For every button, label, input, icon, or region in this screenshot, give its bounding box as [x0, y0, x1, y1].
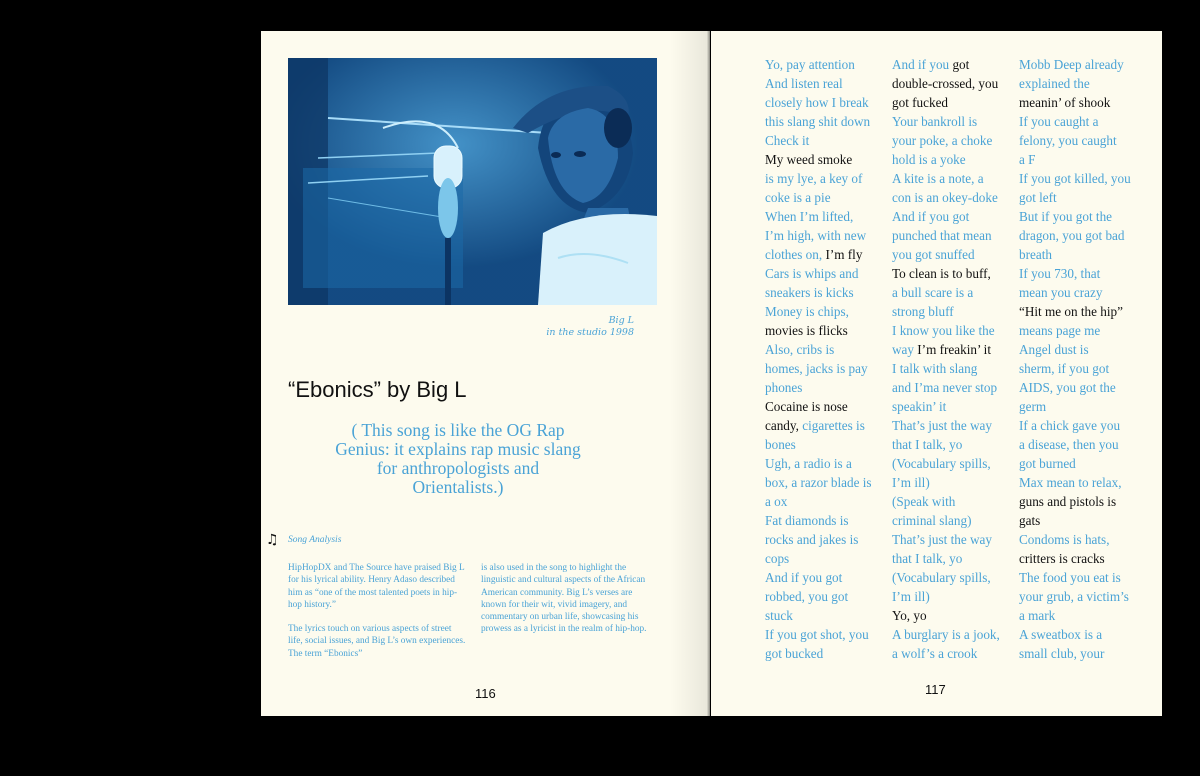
- lyric-line: [1019, 549, 1141, 568]
- lyric-segment: germ: [1019, 399, 1047, 414]
- lyric-segment: (Vocabulary spills,: [892, 456, 991, 471]
- lyric-segment: phones: [765, 380, 803, 395]
- lyric-line: [892, 359, 1014, 378]
- lyric-line: [892, 321, 1014, 340]
- lyric-segment: I’m fly: [825, 247, 863, 262]
- lyric-segment: your poke, a choke: [892, 133, 993, 148]
- lyric-segment: gats: [1019, 513, 1041, 528]
- lyric-line: [892, 568, 1014, 587]
- lyric-line: [1019, 226, 1141, 245]
- lyric-line: [1019, 207, 1141, 226]
- article-subtitle: ( This song is like the OG Rap Genius: it explains rap music slang for anthropologists and Orientalists.): [335, 420, 581, 497]
- lyric-segment: hold is a yoke: [892, 152, 966, 167]
- lyric-segment: a ox: [765, 494, 788, 509]
- lyric-segment: A sweatbox is a: [1019, 627, 1103, 642]
- gutter-shadow-left: [670, 31, 707, 716]
- lyric-line: [892, 340, 1014, 359]
- lyric-segment: “Hit me on the hip”: [1019, 304, 1124, 319]
- lyric-segment: cigarettes is: [802, 418, 865, 433]
- lyric-line: [765, 226, 887, 245]
- lyric-line: [892, 473, 1014, 492]
- lyric-line: [765, 245, 887, 264]
- lyric-line: [1019, 511, 1141, 530]
- lyric-line: [892, 378, 1014, 397]
- lyric-segment: stuck: [765, 608, 793, 623]
- lyric-line: [765, 397, 887, 416]
- lyric-line: [765, 74, 887, 93]
- lyric-segment: Ugh, a radio is a: [765, 456, 852, 471]
- lyric-line: [765, 549, 887, 568]
- lyric-line: [892, 454, 1014, 473]
- lyric-line: [765, 644, 887, 663]
- lyric-segment: double-crossed, you: [892, 76, 999, 91]
- lyric-line: [765, 606, 887, 625]
- lyric-segment: If you caught a: [1019, 114, 1099, 129]
- lyric-segment: Max mean to relax,: [1019, 475, 1122, 490]
- lyric-segment: Yo, yo: [892, 608, 927, 623]
- article-title: “Ebonics” by Big L: [288, 377, 467, 402]
- lyric-line: [765, 587, 887, 606]
- lyric-segment: strong bluff: [892, 304, 954, 319]
- lyric-line: [1019, 568, 1141, 587]
- lyric-line: [1019, 340, 1141, 359]
- lyric-segment: Money is chips,: [765, 304, 849, 319]
- lyric-segment: is my lye, a key of: [765, 171, 863, 186]
- lyric-segment: clothes on,: [765, 247, 826, 262]
- lyric-line: [1019, 150, 1141, 169]
- lyric-segment: A burglary is a jook,: [892, 627, 1000, 642]
- left-page: [261, 31, 710, 716]
- lyrics-column-3: [1019, 55, 1141, 663]
- right-page: [711, 31, 1162, 716]
- lyric-segment: I’m ill): [892, 475, 930, 490]
- lyric-line: [1019, 93, 1141, 112]
- lyric-segment: that I talk, yo: [892, 437, 963, 452]
- lyric-segment: And if you: [892, 57, 953, 72]
- lyric-line: [892, 283, 1014, 302]
- lyric-segment: way: [892, 342, 918, 357]
- lyric-segment: And if you got: [892, 209, 970, 224]
- lyric-segment: And if you got: [765, 570, 843, 585]
- lyric-line: [1019, 283, 1141, 302]
- lyric-line: [892, 74, 1014, 93]
- lyric-segment: sneakers is kicks: [765, 285, 854, 300]
- lyric-segment: sherm, if you got: [1019, 361, 1110, 376]
- lyric-segment: Your bankroll is: [892, 114, 978, 129]
- caption-line-1: Big L: [608, 315, 634, 326]
- lyric-line: [892, 416, 1014, 435]
- lyric-segment: If you got killed, you: [1019, 171, 1131, 186]
- lyric-line: [892, 169, 1014, 188]
- lyric-segment: robbed, you got: [765, 589, 849, 604]
- lyric-line: [1019, 302, 1141, 321]
- studio-photo-image: [288, 58, 657, 305]
- lyric-line: [765, 530, 887, 549]
- lyric-line: [1019, 435, 1141, 454]
- lyric-line: [892, 587, 1014, 606]
- lyric-segment: I know you like the: [892, 323, 995, 338]
- lyric-segment: closely how I break: [765, 95, 869, 110]
- lyric-line: [1019, 416, 1141, 435]
- lyric-segment: Cars is whips and: [765, 266, 859, 281]
- lyric-segment: When I’m lifted,: [765, 209, 854, 224]
- lyric-line: [765, 169, 887, 188]
- lyric-line: [1019, 378, 1141, 397]
- lyric-line: [892, 112, 1014, 131]
- lyric-line: [1019, 625, 1141, 644]
- lyrics-column-1: [765, 55, 887, 663]
- lyric-line: [765, 321, 887, 340]
- lyric-line: [765, 359, 887, 378]
- lyric-segment: a bull scare is a: [892, 285, 974, 300]
- lyric-line: [892, 625, 1014, 644]
- lyric-line: [892, 397, 1014, 416]
- lyric-line: [1019, 112, 1141, 131]
- lyric-line: [892, 188, 1014, 207]
- lyric-segment: got bucked: [765, 646, 824, 661]
- lyric-segment: you got snuffed: [892, 247, 975, 262]
- lyric-segment: coke is a pie: [765, 190, 831, 205]
- lyric-line: [765, 454, 887, 473]
- lyric-segment: a mark: [1019, 608, 1056, 623]
- lyric-segment: I’m high, with new: [765, 228, 867, 243]
- lyric-segment: That’s just the way: [892, 418, 992, 433]
- lyric-segment: box, a razor blade is: [765, 475, 872, 490]
- lyric-line: [892, 302, 1014, 321]
- lyric-segment: bones: [765, 437, 796, 452]
- analysis-paragraph: The lyrics touch on various aspects of street life, social issues, and Big L’s own experiences. The term “Ebonics”: [288, 624, 466, 659]
- lyric-line: [892, 606, 1014, 625]
- lyric-segment: that I talk, yo: [892, 551, 963, 566]
- lyric-line: [1019, 359, 1141, 378]
- lyric-line: [1019, 606, 1141, 625]
- lyric-line: [892, 511, 1014, 530]
- lyric-line: [765, 416, 887, 435]
- lyric-segment: explained the: [1019, 76, 1090, 91]
- song-analysis-label: Song Analysis: [288, 535, 342, 545]
- lyric-segment: mean you crazy: [1019, 285, 1103, 300]
- lyric-line: [765, 302, 887, 321]
- lyric-line: [765, 112, 887, 131]
- lyric-segment: meanin’ of shook: [1019, 95, 1111, 110]
- lyric-line: [892, 492, 1014, 511]
- lyric-line: [1019, 74, 1141, 93]
- lyric-line: [765, 568, 887, 587]
- lyric-line: [765, 150, 887, 169]
- lyric-line: [765, 473, 887, 492]
- music-note-icon: ♫: [266, 532, 279, 548]
- lyric-segment: candy,: [765, 418, 803, 433]
- lyric-segment: critters is cracks: [1019, 551, 1105, 566]
- lyric-line: [765, 492, 887, 511]
- lyric-line: [1019, 264, 1141, 283]
- lyric-line: [1019, 245, 1141, 264]
- lyric-line: [1019, 644, 1141, 663]
- lyric-segment: criminal slang): [892, 513, 972, 528]
- analysis-column-left: [288, 562, 466, 672]
- lyric-line: [892, 207, 1014, 226]
- lyric-line: [765, 188, 887, 207]
- lyric-segment: To clean is to buff,: [892, 266, 991, 281]
- lyric-segment: got left: [1019, 190, 1057, 205]
- lyric-line: [892, 150, 1014, 169]
- lyric-segment: Angel dust is: [1019, 342, 1089, 357]
- lyric-segment: and I’ma never stop: [892, 380, 998, 395]
- studio-photo: [288, 58, 657, 305]
- lyric-line: [892, 226, 1014, 245]
- lyric-line: [892, 93, 1014, 112]
- lyric-segment: Cocaine is nose: [765, 399, 848, 414]
- lyric-line: [892, 245, 1014, 264]
- lyric-segment: punched that mean: [892, 228, 992, 243]
- lyric-segment: I’m freakin’ it: [917, 342, 991, 357]
- lyric-segment: AIDS, you got the: [1019, 380, 1116, 395]
- lyric-line: [1019, 397, 1141, 416]
- analysis-paragraph: is also used in the song to highlight the linguistic and cultural aspects of the African American community. Big L’s verses are known for their wit, vivid imagery, and commentary on urban life, showcasing his prowess as a lyricist in the realm of hip-hop.: [481, 563, 647, 635]
- lyric-segment: I’m ill): [892, 589, 930, 604]
- lyric-line: [1019, 131, 1141, 150]
- lyric-segment: But if you got the: [1019, 209, 1113, 224]
- lyric-line: [765, 435, 887, 454]
- lyric-segment: a disease, then you: [1019, 437, 1119, 452]
- lyric-segment: your grub, a victim’s: [1019, 589, 1129, 604]
- lyric-line: [1019, 321, 1141, 340]
- lyric-segment: rocks and jakes is: [765, 532, 859, 547]
- analysis-paragraph: HipHopDX and The Source have praised Big L for his lyrical ability. Henry Adaso described him as “one of the most talented poets in hip-hop history.”: [288, 563, 465, 610]
- lyric-line: [765, 93, 887, 112]
- lyric-line: [765, 378, 887, 397]
- lyric-segment: (Vocabulary spills,: [892, 570, 991, 585]
- lyric-line: [1019, 55, 1141, 74]
- lyric-line: [892, 435, 1014, 454]
- lyric-line: [892, 55, 1014, 74]
- lyric-line: [1019, 492, 1141, 511]
- lyric-segment: breath: [1019, 247, 1052, 262]
- lyric-segment: Check it: [765, 133, 810, 148]
- lyric-segment: guns and pistols is: [1019, 494, 1117, 509]
- lyric-line: [892, 131, 1014, 150]
- photo-caption: [461, 315, 634, 339]
- lyric-segment: got burned: [1019, 456, 1076, 471]
- lyric-segment: homes, jacks is pay: [765, 361, 868, 376]
- lyrics-column-2: [892, 55, 1014, 663]
- lyric-line: [892, 264, 1014, 283]
- lyric-line: [1019, 473, 1141, 492]
- lyric-segment: Fat diamonds is: [765, 513, 849, 528]
- page-number-left: 116: [475, 686, 496, 701]
- lyric-segment: dragon, you got bad: [1019, 228, 1125, 243]
- lyric-segment: small club, your: [1019, 646, 1105, 661]
- lyric-line: [1019, 587, 1141, 606]
- lyric-segment: Yo, pay attention: [765, 57, 855, 72]
- lyric-line: [765, 55, 887, 74]
- lyric-segment: con is an okey-doke: [892, 190, 998, 205]
- lyric-line: [1019, 188, 1141, 207]
- lyric-line: [892, 644, 1014, 663]
- lyric-segment: If you 730, that: [1019, 266, 1101, 281]
- lyric-segment: cops: [765, 551, 790, 566]
- caption-line-2: in the studio 1998: [546, 327, 634, 338]
- lyric-segment: And listen real: [765, 76, 843, 91]
- lyric-segment: A kite is a note, a: [892, 171, 984, 186]
- lyric-segment: Condoms is hats,: [1019, 532, 1110, 547]
- lyric-line: [765, 625, 887, 644]
- lyric-line: [765, 283, 887, 302]
- lyric-line: [892, 530, 1014, 549]
- lyric-segment: a wolf’s a crook: [892, 646, 978, 661]
- analysis-column-right: [481, 562, 659, 648]
- lyric-segment: means page me: [1019, 323, 1101, 338]
- lyric-segment: got: [952, 57, 970, 72]
- lyric-line: [765, 340, 887, 359]
- lyric-segment: felony, you caught: [1019, 133, 1117, 148]
- page-number-right: 117: [925, 682, 946, 697]
- lyric-line: [1019, 530, 1141, 549]
- lyric-segment: If you got shot, you: [765, 627, 869, 642]
- lyric-segment: this slang shit down: [765, 114, 871, 129]
- lyric-segment: (Speak with: [892, 494, 956, 509]
- lyric-segment: I talk with slang: [892, 361, 978, 376]
- lyric-segment: Mobb Deep already: [1019, 57, 1124, 72]
- lyric-segment: That’s just the way: [892, 532, 992, 547]
- lyric-line: [765, 264, 887, 283]
- lyric-segment: speakin’ it: [892, 399, 947, 414]
- lyric-segment: a F: [1019, 152, 1036, 167]
- lyric-segment: got fucked: [892, 95, 949, 110]
- lyric-line: [1019, 169, 1141, 188]
- lyric-segment: The food you eat is: [1019, 570, 1121, 585]
- lyric-segment: movies is flicks: [765, 323, 848, 338]
- lyric-line: [765, 207, 887, 226]
- lyric-line: [892, 549, 1014, 568]
- lyric-segment: My weed smoke: [765, 152, 853, 167]
- lyric-line: [1019, 454, 1141, 473]
- lyric-segment: Also, cribs is: [765, 342, 835, 357]
- lyric-line: [765, 131, 887, 150]
- lyric-segment: If a chick gave you: [1019, 418, 1121, 433]
- lyric-line: [765, 511, 887, 530]
